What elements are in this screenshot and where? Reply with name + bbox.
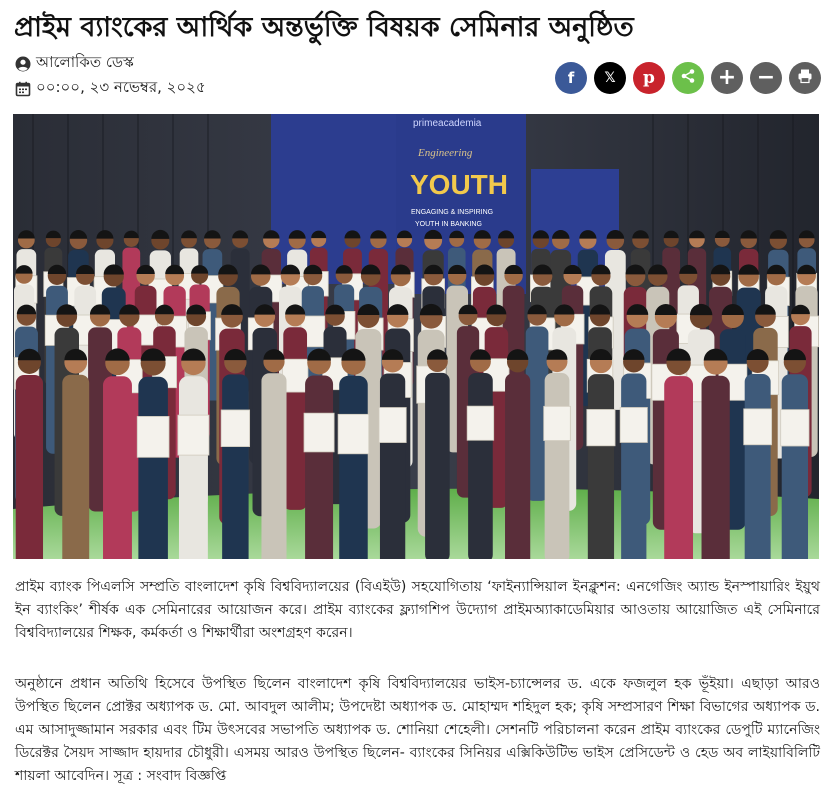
participant-body xyxy=(222,374,248,559)
participant-body xyxy=(468,373,493,559)
author-name[interactable]: আলোকিত ডেস্ক xyxy=(36,53,134,71)
participant-body xyxy=(179,376,208,559)
participant-body xyxy=(380,373,405,559)
certificate xyxy=(781,410,809,446)
share-toolbar xyxy=(555,62,821,94)
date-line xyxy=(15,76,206,101)
font-decrease-button[interactable] xyxy=(750,62,782,94)
participant-body xyxy=(782,374,808,559)
user-circle-icon xyxy=(15,56,31,72)
banner-tagline-2: YOUTH IN BANKING xyxy=(415,221,482,228)
pinterest-share-button[interactable] xyxy=(633,62,665,94)
banner-script-text: Engineering xyxy=(418,147,473,159)
certificate xyxy=(467,406,494,440)
participant-body xyxy=(702,376,730,559)
font-decrease-icon: − xyxy=(756,65,776,90)
print-button[interactable] xyxy=(789,62,821,94)
banner-youth-text: YOUTH xyxy=(410,169,508,200)
font-increase-icon: + xyxy=(717,65,737,90)
article-paragraph-2: অনুষ্ঠানে প্রধান অতিথি হিসেবে উপস্থিত ছিলেন বাংলাদেশ কৃষি বিশ্ববিদ্যালয়ের ভাইস-চ্যান্সেলর ড. একে ফজলুল হক ভূঁইয়া। এছাড়া আরও উপস্থিত ছিলেন প্রোক্টর অধ্যাপক ড. মো. আবদুল আলীম; উপদেষ্টা অধ্যাপক ড. মোহাম্মদ শহিদুল হক; কৃষি সম্প্রসারণ শিক্ষা বিভাগের অধ্যাপক ড. এম আসাদুজ্জামান সরকার এবং টিম উৎসবের সভাপতি অধ্যাপক ড. শোনিয়া শেহেলী। সেশনটি পরিচালনা করেন প্রাইম ব্যাংকের ডেপুটি ম্যানেজিং ডিরেক্টর সৈয়দ সাজ্জাদ হায়দার চৌধুরী। এসময় আরও উপস্থিত ছিলেন- ব্যাংকের সিনিয়র এক্সিকিউটিভ ভাইস প্রেসিডেন্ট ও হেড অব লাইয়াবিলিটি শায়লা আবেদিন। সূত্র : সংবাদ বিজ্ঞপ্তি xyxy=(15,676,820,784)
font-increase-button[interactable] xyxy=(711,62,743,94)
certificate xyxy=(178,415,209,455)
certificate xyxy=(221,410,249,447)
x-share-button[interactable] xyxy=(594,62,626,94)
banner-tagline-1: ENGAGING & INSPIRING xyxy=(411,209,494,216)
pinterest-icon: p xyxy=(643,68,655,88)
participant-body xyxy=(305,376,333,559)
participant-body xyxy=(588,374,614,559)
participant-body xyxy=(283,327,307,510)
article-headline: প্রাইম ব্যাংকের আর্থিক অন্তর্ভুক্তি বিষয়ক সেমিনার অনুষ্ঠিত xyxy=(14,12,634,43)
article-photo xyxy=(13,114,819,559)
print-icon xyxy=(797,68,813,88)
article-paragraph-1: প্রাইম ব্যাংক পিএলসি সম্প্রতি বাংলাদেশ কৃষি বিশ্ববিদ্যালয়ের (বিএইউ) সহযোগিতায় ‘ফাইন্যান্সিয়াল ইনক্লুশন: এনগেজিং অ্যান্ড ইনস্পায়ারিং ইয়ুথ ইন ব্যাংকিং’ শীর্ষক এক সেমিনারের আয়োজন করে। প্রাইম ব্যাংকের ফ্ল্যাগশিপ উদ্যোগ প্রাইমঅ্যাকাডেমিয়ার আওতায় আয়োজিত এই সেমিনারে বিশ্ববিদ্যালয়ের শিক্ষক, কর্মকর্তা ও শিক্ষার্থীরা অংশগ্রহণ করেন। xyxy=(15,579,820,641)
banner-brand-text: primeacademia xyxy=(413,118,482,129)
participant-body xyxy=(425,373,450,559)
share-icon xyxy=(680,68,696,88)
participant-body xyxy=(745,374,771,559)
certificate xyxy=(379,408,406,443)
facebook-icon: f xyxy=(567,69,575,87)
participant-body xyxy=(664,376,693,559)
x-icon: 𝕏 xyxy=(604,70,616,86)
participant-body xyxy=(339,376,368,559)
participant-body xyxy=(16,375,43,559)
certificate xyxy=(587,409,615,445)
share-button[interactable] xyxy=(672,62,704,94)
certificate xyxy=(137,416,169,457)
participant-body xyxy=(103,376,132,559)
participant-body xyxy=(62,375,89,559)
participant-body xyxy=(545,373,570,559)
certificate xyxy=(338,414,369,453)
certificate xyxy=(544,406,571,440)
publish-date: ০০:০০, ২৩ নভেম্বর, ২০২৫ xyxy=(36,78,206,96)
participant-body xyxy=(261,373,286,559)
facebook-share-button[interactable] xyxy=(555,62,587,94)
calendar-icon xyxy=(15,81,31,97)
participant-body xyxy=(138,377,168,559)
participant-body xyxy=(621,373,646,559)
certificate xyxy=(304,413,334,452)
certificate xyxy=(744,409,772,445)
certificate xyxy=(620,407,647,442)
participant-body xyxy=(505,373,530,559)
author-line xyxy=(15,51,134,76)
